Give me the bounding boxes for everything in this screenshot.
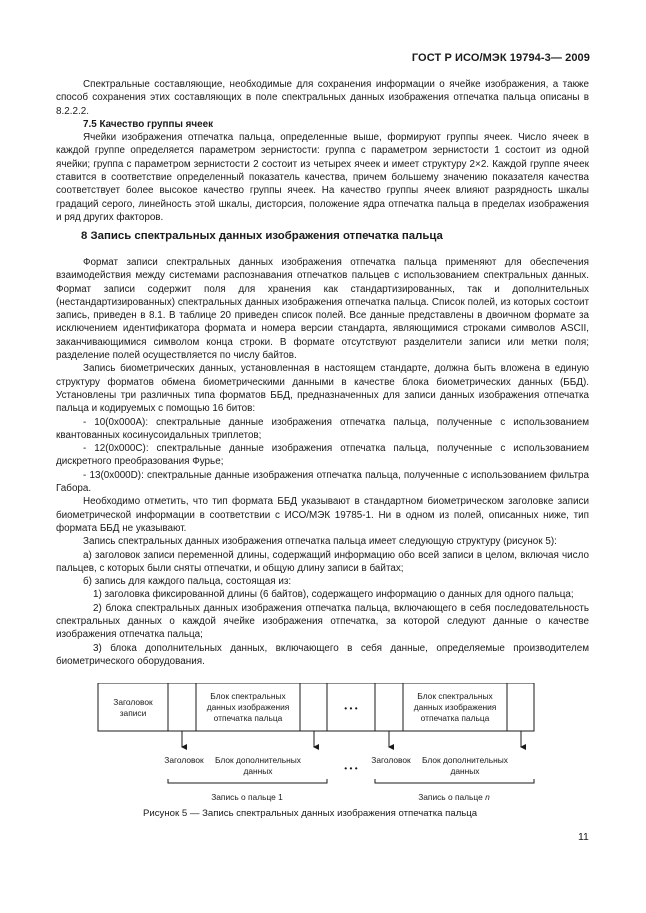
spectral-block-label: данных изображения [413, 702, 497, 712]
finger-header-label: Заголовок [164, 755, 204, 765]
text-block-top [56, 78, 589, 224]
finger-record-bracket-n [375, 779, 534, 783]
section-title: 8 Запись спектральных данных изображения отпечатка пальца [81, 230, 443, 242]
record-header-label: Заголовок [113, 697, 153, 707]
list-item: а) заголовок записи переменной длины, содержащий информацию обо всей записи в целом, включая число пальцев, с которых были сняты отпечатки, и общую длину записи в байтах; [56, 549, 589, 574]
document-header: ГОСТ Р ИСО/МЭК 19794-3— 2009 [411, 52, 590, 64]
list-item: - 13(0x000D): спектральные данные изображения отпечатка пальца, полученные с использованием фильтра Габора. [56, 469, 589, 495]
finger-header-box-1 [168, 683, 196, 731]
list-item: б) запись для каждого пальца, состоящая из: [83, 576, 292, 588]
extra-data-box-n [507, 683, 534, 731]
ellipsis-top: • • • [344, 703, 358, 713]
paragraph: Спектральные составляющие, необходимые для сохранения информации о ячейке изображения, а также способ сохранения этих составляющих в поле спектральных данных изображения отпечатка пальца описаны в 8.2.2.2. [56, 79, 589, 117]
paragraph: Формат записи спектральных данных изображения отпечатка пальца применяют для обеспечения взаимодействия между системами распознавания отпечатков пальцев с использованием спектральных данных. Формат записи содержит поля для хранения как стандартизированных, так и дополнительных (нестандартизированных) спектральных данных изображения отпечатка пальца. Список полей, из которых состоит запись, приведен в 8.1. В таблице 20 приведен список полей. Все данные представлены в двоичном формате за исключением идентификатора формата и номера версии стандарта, являющимися строками символов ASCII, заканчивающимися символом конца строки. В формате отсутствуют разделители записи или метки поля; разделение полей осуществляется по числу байтов. [56, 257, 589, 362]
spectral-block-label: отпечатка пальца [420, 713, 490, 723]
paragraph: Запись биометрических данных, установленная в настоящем стандарте, должна быть вложена в единую структуру форматов обмена биометрическими данными в качестве блока биометрических данных (ББД). Установлены три различных типа форматов ББД, предназначенных для записи данных изображения отпечатка пальца и кодируемых с помощью 16 битов: [56, 363, 589, 415]
list-item: 1) заголовка фиксированной длины (6 байтов), содержащего информацию о данных для одного пальца; [93, 589, 574, 601]
extra-data-label: Блок дополнительных [422, 755, 508, 765]
spectral-block-label: Блок спектральных [210, 691, 286, 701]
ellipsis-bottom: • • • [344, 763, 358, 773]
page-number: 11 [578, 831, 589, 843]
finger-record-bracket-1 [168, 779, 327, 783]
record-header-label: записи [119, 708, 147, 718]
finger-header-box-n [375, 683, 403, 731]
spectral-block-label: отпечатка пальца [213, 713, 283, 723]
spectral-block-label: данных изображения [206, 702, 290, 712]
list-item: 2) блока спектральных данных изображения отпечатка пальца, включающего в себя последовательность спектральных данных о каждой ячейке изображения отпечатка, за которой следуют данные о качестве изображения отпечатка пальца; [56, 602, 589, 641]
list-item: 3) блока дополнительных данных, включающего в себя данные, определяемые производителем биометрического оборудования. [56, 642, 589, 667]
finger-header-label: Заголовок [371, 755, 411, 765]
paragraph: Необходимо отметить, что тип формата ББД указывают в стандартном биометрическом заголовке записи биометрической информации в соответствии с ИСО/МЭК 19785-1. Ни в одном из полей, описанных ниже, тип формата ББД не указывают. [56, 496, 589, 534]
list-item: - 10(0x000A): спектральные данные изображения отпечатка пальца, полученные с использованием квантованных косинусоидальных триплетов; [56, 416, 589, 441]
paragraph: Запись спектральных данных изображения отпечатка пальца имеет следующую структуру (рисунок 5): [83, 536, 557, 548]
paragraph: Ячейки изображения отпечатка пальца, определенные выше, формируют группы ячеек. Число ячеек в каждой группе определяется параметром зернистости: группа с параметром зернистости 1 состоит из одной ячейки; группа с параметром зернистости 2 состоит из четырех ячеек и имеет структуру 2×2. Каждой группе ячеек ставится в соответствие определенный показатель качества, причем большему значению показателя качества соответствует более высокое качество группы ячеек. На качество группы ячеек влияют разрядность шкалы градаций серого, линейность этой шкалы, дисторсия, положение ядра отпечатка пальца в пределах изображения и ряд других факторов. [56, 132, 589, 223]
record-header-box [98, 683, 168, 731]
finger-record-n-label: Запись о пальце n [418, 792, 490, 802]
figure-caption: Рисунок 5 — Запись спектральных данных изображения отпечатка пальца [143, 808, 478, 819]
record-structure-diagram [97, 683, 577, 811]
extra-data-box-1 [300, 683, 327, 731]
spectral-block-label: Блок спектральных [417, 691, 493, 701]
subsection-title: 7.5 Качество группы ячеек [83, 118, 214, 130]
finger-record-1-label: Запись о пальце 1 [211, 792, 283, 802]
list-item: - 12(0x000C): спектральные данные изображения отпечатка пальца, полученные с использованием дискретного преобразования Фурье; [56, 443, 589, 468]
extra-data-label: Блок дополнительных [215, 755, 301, 765]
extra-data-label: данных [450, 766, 480, 776]
text-block-main [56, 256, 589, 668]
extra-data-label: данных [243, 766, 273, 776]
